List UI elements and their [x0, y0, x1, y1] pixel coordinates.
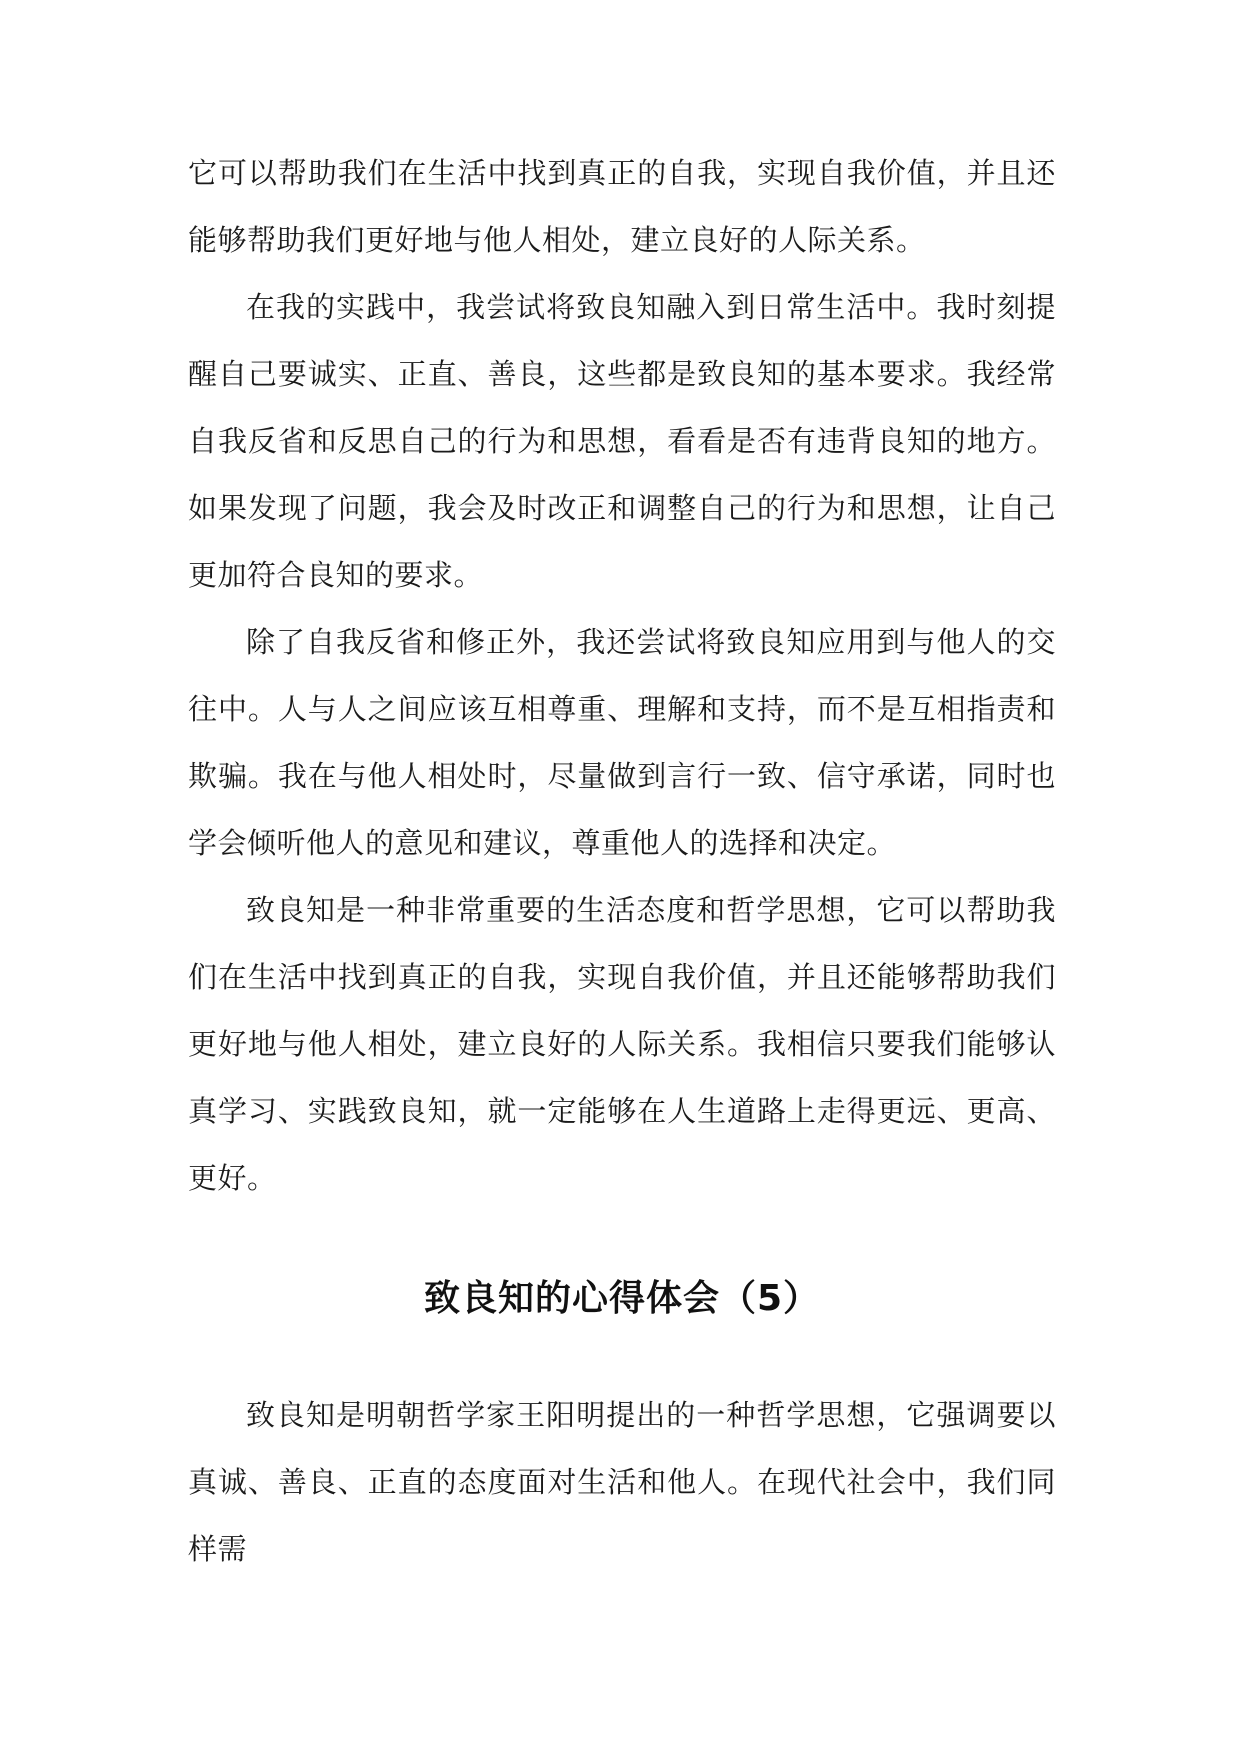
paragraph-continued: 它可以帮助我们在生活中找到真正的自我，实现自我价值，并且还能够帮助我们更好地与他人相处，建立良好的人际关系。 — [188, 156, 1056, 257]
paragraph-practice: 在我的实践中，我尝试将致良知融入到日常生活中。我时刻提醒自己要诚实、正直、善良，这些都是致良知的基本要求。我经常自我反省和反思自己的行为和思想，看看是否有违背良知的地方。如果发现了问题，我会及时改正和调整自己的行为和思想，让自己更加符合良知的要求。 — [188, 290, 1056, 592]
paragraph-interaction: 除了自我反省和修正外，我还尝试将致良知应用到与他人的交往中。人与人之间应该互相尊重、理解和支持，而不是互相指责和欺骗。我在与他人相处时，尽量做到言行一致、信守承诺，同时也学会倾听他人的意见和建议，尊重他人的选择和决定。 — [188, 625, 1056, 860]
document-body — [188, 140, 1056, 1583]
paragraph-intro: 致良知是明朝哲学家王阳明提出的一种哲学思想，它强调要以真诚、善良、正直的态度面对生活和他人。在现代社会中，我们同样需 — [188, 1398, 1056, 1566]
section-title: 致良知的心得体会（5） — [423, 1278, 821, 1319]
paragraph-conclusion: 致良知是一种非常重要的生活态度和哲学思想，它可以帮助我们在生活中找到真正的自我，实现自我价值，并且还能够帮助我们更好地与他人相处，建立良好的人际关系。我相信只要我们能够认真学习、实践致良知，就一定能够在人生道路上走得更远、更高、更好。 — [188, 893, 1056, 1195]
